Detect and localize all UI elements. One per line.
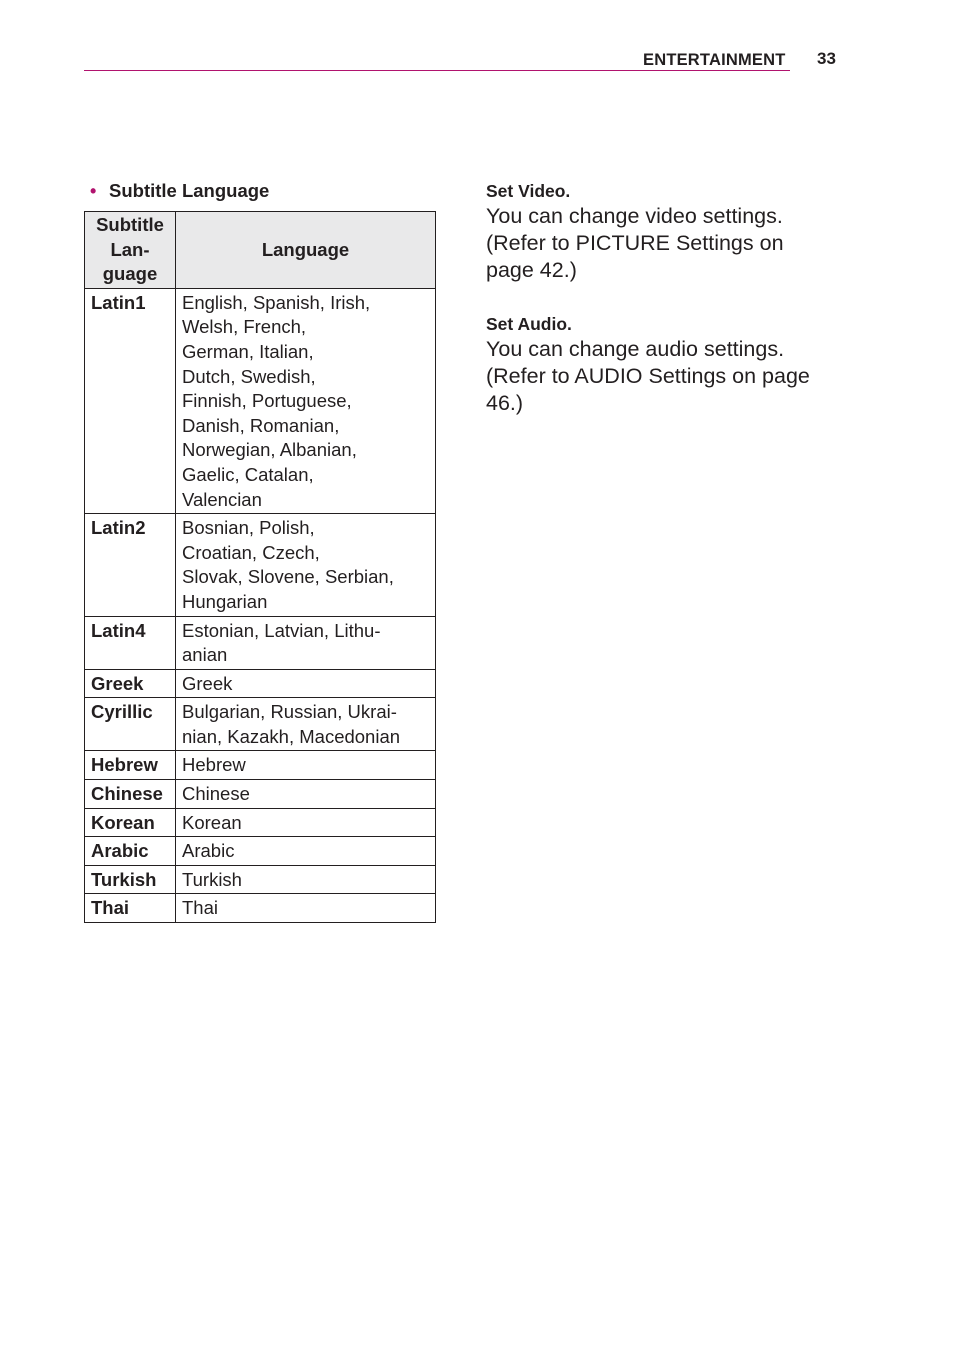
spacer xyxy=(486,284,846,312)
language-line: Greek xyxy=(182,672,233,694)
subtitle-language-section xyxy=(84,179,435,923)
table-cell-languages xyxy=(176,751,436,780)
table-cell-code: Latin1 xyxy=(85,288,176,513)
table-row xyxy=(85,698,436,751)
table-cell-languages xyxy=(176,514,436,616)
table-row xyxy=(85,751,436,780)
set-audio-text xyxy=(486,336,846,417)
language-line: English, Spanish, Irish, xyxy=(182,291,371,313)
language-line: Chinese xyxy=(182,783,250,805)
table-row xyxy=(85,808,436,837)
set-video-heading: Set Video. xyxy=(486,181,571,201)
table-cell-code: Hebrew xyxy=(85,751,176,780)
table-row xyxy=(85,780,436,809)
table-cell-code: Greek xyxy=(85,669,176,698)
page-number: 33 xyxy=(817,49,836,68)
subtitle-language-heading-text: Subtitle Language xyxy=(109,180,270,201)
text-line: 46.) xyxy=(486,391,524,415)
table-row xyxy=(85,837,436,866)
table-cell-code: Arabic xyxy=(85,837,176,866)
language-line: nian, Kazakh, Macedonian xyxy=(182,725,401,747)
table-header-language: Language xyxy=(176,212,436,289)
language-line: Norwegian, Albanian, xyxy=(182,439,357,461)
language-line: Arabic xyxy=(182,840,235,862)
language-line: Bulgarian, Russian, Ukrai- xyxy=(182,701,397,723)
language-line: Gaelic, Catalan, xyxy=(182,463,314,485)
table-cell-code: Latin4 xyxy=(85,616,176,669)
table-row xyxy=(85,288,436,513)
section-title: ENTERTAINMENT xyxy=(643,51,786,69)
language-line: Dutch, Swedish, xyxy=(182,365,316,387)
text-line: You can change audio settings. xyxy=(486,337,785,361)
header-line: Lan- xyxy=(110,238,150,260)
language-line: Korean xyxy=(182,811,242,833)
language-line: Thai xyxy=(182,897,218,919)
table-cell-languages xyxy=(176,808,436,837)
table-row xyxy=(85,514,436,616)
table-cell-languages xyxy=(176,698,436,751)
table-cell-code: Latin2 xyxy=(85,514,176,616)
set-audio-heading: Set Audio. xyxy=(486,314,572,334)
language-line: Croatian, Czech, xyxy=(182,541,320,563)
table-cell-code: Thai xyxy=(85,894,176,923)
table-row xyxy=(85,669,436,698)
language-line: Danish, Romanian, xyxy=(182,414,340,436)
table-cell-code: Korean xyxy=(85,808,176,837)
text-line: You can change video settings. xyxy=(486,204,783,228)
language-line: Finnish, Portuguese, xyxy=(182,390,352,412)
table-row xyxy=(85,616,436,669)
language-line: Estonian, Latvian, Lithu- xyxy=(182,619,381,641)
language-line: Slovak, Slovene, Serbian, xyxy=(182,566,394,588)
language-line: Turkish xyxy=(182,868,242,890)
table-cell-languages xyxy=(176,894,436,923)
language-line: German, Italian, xyxy=(182,340,314,362)
table-cell-code: Chinese xyxy=(85,780,176,809)
table-cell-languages xyxy=(176,669,436,698)
settings-notes xyxy=(486,179,846,417)
table-cell-languages xyxy=(176,616,436,669)
text-line: (Refer to AUDIO Settings on page xyxy=(486,364,810,388)
text-line: (Refer to PICTURE Settings on xyxy=(486,231,784,255)
table-header-subtitle-language xyxy=(85,212,176,289)
language-line: Bosnian, Polish, xyxy=(182,517,315,539)
header-line: Subtitle xyxy=(96,214,164,235)
table-cell-languages xyxy=(176,780,436,809)
language-line: anian xyxy=(182,644,228,666)
language-line: Hungarian xyxy=(182,590,268,612)
table-cell-languages xyxy=(176,288,436,513)
subtitle-language-heading xyxy=(84,179,435,211)
bullet-icon: • xyxy=(90,181,97,201)
language-line: Valencian xyxy=(182,488,262,510)
header-rule xyxy=(84,70,790,71)
language-line: Welsh, French, xyxy=(182,316,307,338)
text-line: page 42.) xyxy=(486,258,577,282)
table-cell-languages xyxy=(176,865,436,894)
header-line: guage xyxy=(102,263,158,285)
set-video-text xyxy=(486,203,846,284)
table-row xyxy=(85,894,436,923)
table-header-row xyxy=(85,212,436,289)
subtitle-language-table xyxy=(84,211,436,923)
table-cell-code: Turkish xyxy=(85,865,176,894)
table-row xyxy=(85,865,436,894)
language-line: Hebrew xyxy=(182,754,246,776)
table-cell-code: Cyrillic xyxy=(85,698,176,751)
table-cell-languages xyxy=(176,837,436,866)
